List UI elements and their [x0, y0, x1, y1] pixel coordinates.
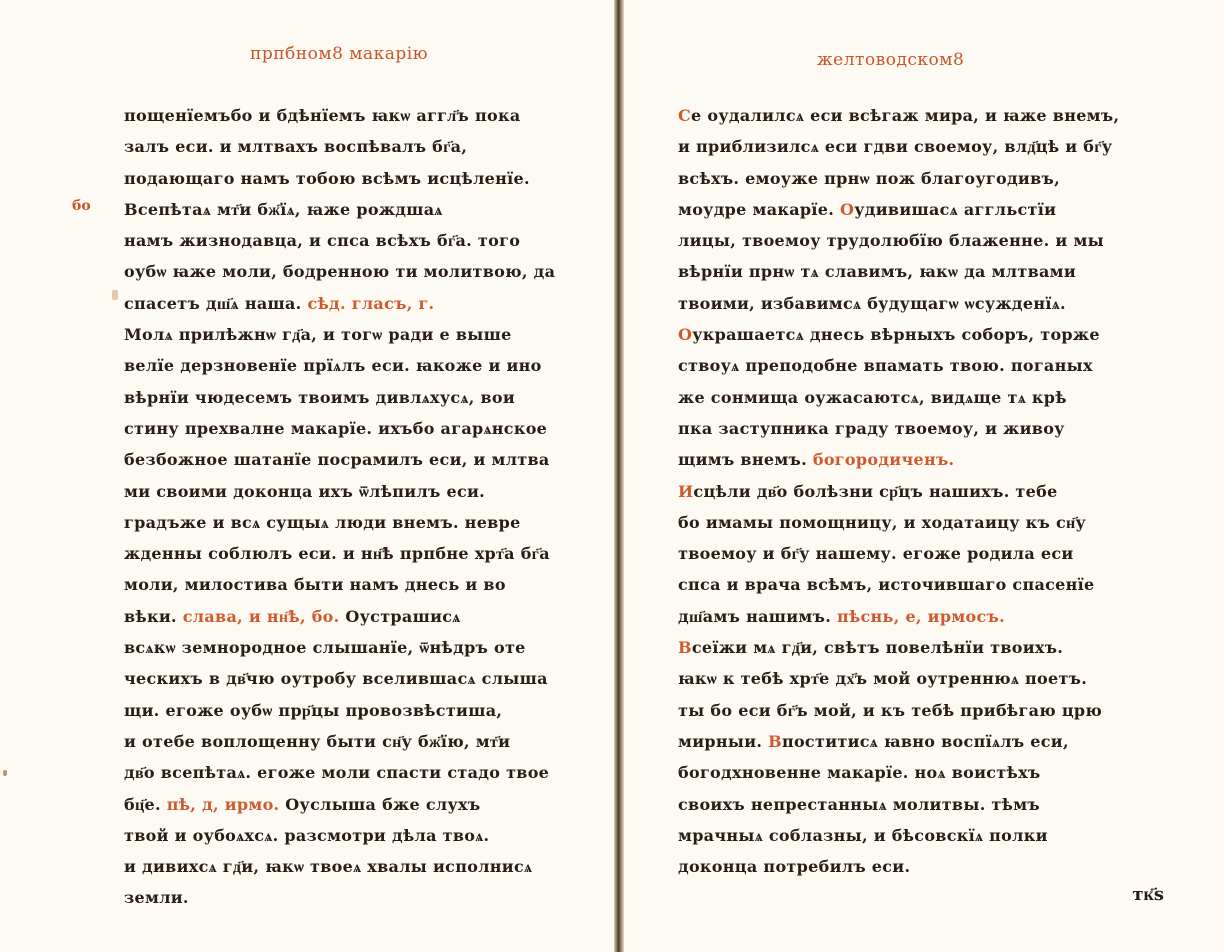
text-line [678, 569, 1133, 600]
text-line [124, 131, 556, 162]
body-text: стину прехвалне макарїе. ихъбо агарѧнское [124, 418, 548, 438]
text-line [124, 882, 556, 913]
text-line [124, 507, 556, 538]
rubric-text: слава, и нн҃ѣ, бо. [182, 606, 340, 626]
rubric-text: В [768, 731, 782, 751]
right-page-header: желтоводском8 [817, 50, 965, 70]
body-text: и отебе воплощенну быти сн҃у бж҃їю, мт҃и [124, 731, 511, 751]
text-line [124, 569, 556, 600]
text-line [678, 851, 1133, 882]
text-line [124, 256, 556, 287]
text-line [678, 663, 1133, 694]
body-text: мирныи. [678, 731, 769, 751]
text-line [124, 288, 556, 319]
body-text: моли, милостива быти намъ днесь и во [124, 575, 506, 595]
left-page-header: прпбном8 макарію [250, 44, 429, 64]
text-line [678, 225, 1133, 256]
body-text: Оуслыша бже слухъ [279, 794, 481, 814]
text-line [124, 632, 556, 663]
body-text: богодхновенне макарїе. ноѧ воистѣхъ [678, 763, 1041, 783]
body-text: залъ еси. и млтвахъ воспѣвалъ бг҃а, [124, 137, 468, 157]
rubric-text: И [678, 481, 694, 501]
body-text: твоемоу и бг҃у нашему. егоже родила еси [678, 544, 1074, 564]
folio-number: тк҃ѕ [1132, 884, 1164, 905]
text-line [678, 789, 1133, 820]
rubric-text: пѣ, д, ирмо. [166, 794, 280, 814]
rubric-text: С [678, 106, 692, 125]
body-text: мрачныѧ соблазны, и бѣсовскїѧ полки [678, 825, 1048, 845]
body-text: всѣхъ. емоуже прнѡ пож благоугодивъ, [678, 168, 1060, 188]
text-line [124, 851, 556, 882]
text-line [124, 194, 556, 225]
body-text: Всепѣтаѧ мт҃и бж҃їѧ, ꙗже рождшаѧ [124, 199, 443, 219]
body-text: бо имамы помощницу, и ходатаицу къ сн҃у [678, 512, 1087, 532]
body-text: твой и оубоѧхсѧ. разсмотри дѣла твоѧ. [124, 825, 490, 845]
body-text: доконца потребилъ еси. [678, 857, 911, 877]
text-line [124, 319, 556, 350]
body-text: спса и врача всѣмъ, источившаго спасенїе [678, 575, 1095, 595]
body-text: твоими, избавимсѧ будущагѡ ѡсужденїѧ. [678, 293, 1066, 313]
right-page [624, 0, 1224, 952]
text-line [124, 413, 556, 444]
body-text: своихъ непрестанныѧ молитвы. тѣмъ [678, 794, 1040, 814]
rubric-text: сѣд. гласъ, г. [307, 293, 435, 313]
body-text: моудре макарїе. [678, 199, 840, 219]
body-text: щи. егоже оубѡ прр҃цы провозвѣстиша, [124, 700, 503, 720]
body-text: вѣки. [124, 606, 183, 626]
text-line [678, 507, 1133, 538]
book-gutter [614, 0, 624, 952]
body-text: сеїжи мѧ гд҃и, свѣтъ повелѣнїи твоихъ. [691, 638, 1064, 658]
body-text: всѧкѡ земнородное слышанїе, ѿнѣдръ оте [124, 638, 526, 658]
text-line [678, 131, 1133, 162]
text-line [678, 194, 1133, 225]
text-line [678, 350, 1133, 381]
body-text: велїе дерзновенїе прїѧлъ еси. ꙗкоже и ино [124, 356, 542, 376]
text-line [124, 382, 556, 413]
body-text: ческихъ в дв҃чю оутробу вселившасѧ слыша [124, 669, 548, 689]
margin-note: бо [72, 198, 91, 214]
text-line [678, 100, 1133, 131]
body-text: Оустрашисѧ [339, 606, 461, 626]
body-text: сцѣли дв҃о болѣзни ср҃цъ нашихъ. тебе [693, 481, 1058, 501]
rubric-text: В [678, 638, 692, 658]
body-text: градъже и всѧ сущыѧ люди внемъ. невре [124, 512, 521, 532]
text-line [678, 163, 1133, 194]
body-text: поститисѧ ꙗвно воспїѧлъ еси, [781, 731, 1069, 751]
text-line [124, 820, 556, 851]
body-text: вѣрнїи чюдесемъ твоимъ дивлѧхусѧ, вои [124, 387, 516, 407]
body-text: ми своими доконца ихъ ѿлѣпилъ еси. [124, 481, 486, 501]
body-text: и дивихсѧ гд҃и, ꙗкѡ твоеѧ хвалы исполнисѧ [124, 857, 533, 877]
text-line [678, 726, 1133, 757]
text-line [678, 476, 1133, 507]
text-line [678, 601, 1133, 632]
left-text-block [124, 100, 556, 914]
body-text: намъ жизнодавца, и спса всѣхъ бг҃а. того [124, 231, 521, 251]
body-text: бц҃е. [124, 794, 167, 814]
text-line [678, 413, 1133, 444]
body-text: дш҃амъ нашимъ. [678, 606, 837, 626]
body-text: вѣрнїи прнѡ тѧ славимъ, ꙗкѡ да млтвами [678, 262, 1077, 282]
text-line [124, 476, 556, 507]
body-text: жденны соблюлъ еси. и нн҃ѣ прпбне хрт҃а бг҃а [124, 544, 550, 564]
body-text: щимъ внемъ. [678, 450, 813, 470]
text-line [124, 695, 556, 726]
text-line [678, 256, 1133, 287]
text-line [124, 757, 556, 788]
text-line [678, 444, 1133, 475]
text-line [124, 726, 556, 757]
text-line [678, 695, 1133, 726]
body-text: же сонмища оужасаютсѧ, видѧще тѧ крѣ [678, 387, 1067, 407]
rubric-text: О [840, 199, 855, 219]
right-text-block [678, 100, 1133, 882]
body-text: лицы, твоемоу трудолюбїю блаженне. и мы [678, 231, 1104, 251]
text-line [124, 163, 556, 194]
rubric-text: богородиченъ. [812, 450, 955, 470]
body-text: ствоуѧ преподобне впамать твою. поганых [678, 356, 1093, 376]
text-line [678, 757, 1133, 788]
body-text: Молѧ прилѣжнѡ гд҃а, и тогѡ ради е выше [124, 325, 512, 345]
page-stain [3, 770, 7, 776]
text-line [678, 382, 1133, 413]
text-line [124, 789, 556, 820]
text-line [124, 444, 556, 475]
body-text: и приблизилсѧ еси гдви своемоу, влд҃цѣ и бг҃у [678, 137, 1113, 157]
text-line [678, 538, 1133, 569]
text-line [124, 225, 556, 256]
body-text: земли. [124, 888, 189, 908]
text-line [678, 820, 1133, 851]
text-line [124, 601, 556, 632]
body-text: спасетъ дш҃ѧ наша. [124, 293, 308, 313]
body-text: оубѡ ꙗже моли, бодренною ти молитвою, да [124, 262, 556, 282]
text-line [124, 100, 556, 131]
page-stain [112, 290, 118, 300]
text-line [124, 350, 556, 381]
text-line [124, 538, 556, 569]
text-line [678, 288, 1133, 319]
body-text: е оудалилсѧ еси всѣгаж мира, и ꙗже внемъ, [691, 106, 1120, 125]
text-line [124, 663, 556, 694]
body-text: подающаго намъ тобою всѣмъ исцѣленїе. [124, 168, 530, 188]
rubric-text: пѣснь, е, ирмосъ. [836, 606, 1005, 626]
body-text: пощенїемъбо и бдѣнїемъ ꙗкѡ аггл҃ъ пока [124, 106, 521, 125]
text-line [678, 319, 1133, 350]
body-text: дв҃о всепѣтаѧ. егоже моли спасти стадо твое [124, 763, 550, 783]
body-text: ꙗкѡ к тебѣ хрт҃е дх҃ъ мой оутреннюѧ поетъ. [678, 669, 1088, 689]
body-text: украшаетсѧ днесь вѣрныхъ соборъ, торже [692, 325, 1100, 345]
body-text: ты бо еси бг҃ъ мой, и къ тебѣ прибѣгаю црю [678, 700, 1103, 720]
rubric-text: О [678, 325, 693, 345]
text-line [678, 632, 1133, 663]
body-text: удивишасѧ аггльстїи [854, 199, 1057, 219]
body-text: безбожное шатанїе посрамилъ еси, и млтва [124, 450, 550, 470]
body-text: пка заступника граду твоемоу, и живоу [678, 418, 1065, 438]
